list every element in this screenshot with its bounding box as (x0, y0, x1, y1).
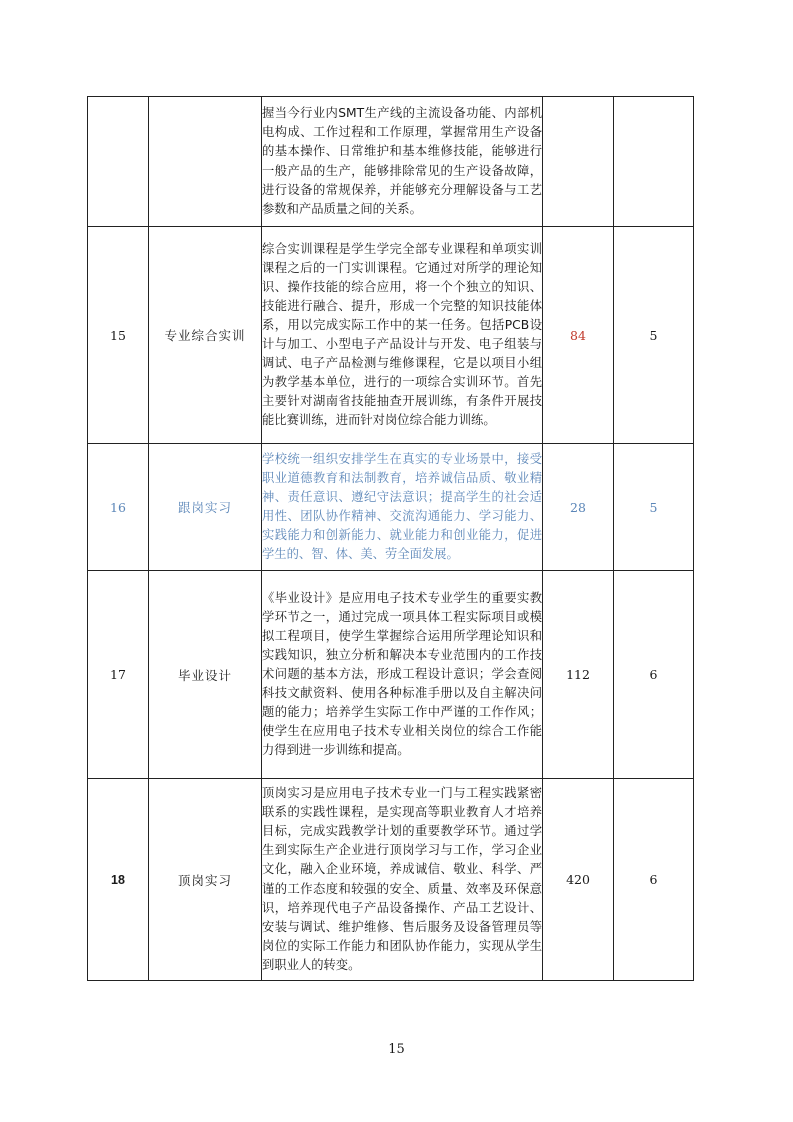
course-number: 16 (88, 444, 149, 571)
course-credits: 6 (614, 571, 694, 779)
table-row (88, 227, 694, 444)
course-name: 跟岗实习 (149, 444, 262, 571)
course-name (149, 97, 262, 227)
course-number: 18 (88, 779, 149, 981)
course-hours: 420 (543, 779, 614, 981)
table-row (88, 571, 694, 779)
course-credits (614, 97, 694, 227)
course-table (87, 96, 694, 981)
course-hours (543, 97, 614, 227)
course-number: 17 (88, 571, 149, 779)
course-description: 握当今行业内SMT生产线的主流设备功能、内部机电构成、工作过程和工作原理，掌握常用生产设备的基本操作、日常维护和基本维修技能，能够进行一般产品的生产，能够排除常见的生产设备故障，进行设备的常规保养，并能够充分理解设备与工艺参数和产品质量之间的关系。 (262, 97, 543, 227)
table-row (88, 779, 694, 981)
course-hours: 112 (543, 571, 614, 779)
course-number (88, 97, 149, 227)
course-credits: 5 (614, 444, 694, 571)
course-description: 综合实训课程是学生学完全部专业课程和单项实训课程之后的一门实训课程。它通过对所学的理论知识、操作技能的综合应用，将一个个独立的知识、技能进行融合、提升，形成一个完整的知识技能体系，用以完成实际工作中的某一任务。包括PCB设计与加工、小型电子产品设计与开发、电子组装与调试、电子产品检测与维修课程，它是以项目小组为教学基本单位，进行的一项综合实训环节。首先主要针对湖南省技能抽查开展训练，有条件开展技能比赛训练，进而针对岗位综合能力训练。 (262, 227, 543, 444)
course-name: 顶岗实习 (149, 779, 262, 981)
course-credits: 6 (614, 779, 694, 981)
course-number: 15 (88, 227, 149, 444)
course-name: 专业综合实训 (149, 227, 262, 444)
page-number: 15 (388, 1042, 405, 1057)
course-description: 《毕业设计》是应用电子技术专业学生的重要实教学环节之一，通过完成一项具体工程实际项目或模拟工程项目，使学生掌握综合运用所学理论知识和实践知识，独立分析和解决本专业范围内的工作技术问题的基本方法，形成工程设计意识；学会查阅科技文献资料、使用各种标准手册以及自主解决问题的能力；培养学生实际工作中严谨的工作作风；使学生在应用电子技术专业相关岗位的综合工作能力得到进一步训练和提高。 (262, 571, 543, 779)
course-description: 学校统一组织安排学生在真实的专业场景中，接受职业道德教育和法制教育，培养诚信品质、敬业精神、责任意识、遵纪守法意识；提高学生的社会适用性、团队协作精神、交流沟通能力、学习能力、实践能力和创新能力、就业能力和创业能力，促进学生的、智、体、美、劳全面发展。 (262, 444, 543, 571)
table-row (88, 97, 694, 227)
course-credits: 5 (614, 227, 694, 444)
course-hours: 28 (543, 444, 614, 571)
course-hours: 84 (543, 227, 614, 444)
course-description: 顶岗实习是应用电子技术专业一门与工程实践紧密联系的实践性课程，是实现高等职业教育人才培养目标，完成实践教学计划的重要教学环节。通过学生到实际生产企业进行顶岗学习与工作，学习企业文化，融入企业环境，养成诚信、敬业、科学、严谨的工作态度和较强的安全、质量、效率及环保意识，培养现代电子产品设备操作、产品工艺设计、安装与调试、维护维修、售后服务及设备管理员等岗位的实际工作能力和团队协作能力，实现从学生到职业人的转变。 (262, 779, 543, 981)
table-row (88, 444, 694, 571)
course-name: 毕业设计 (149, 571, 262, 779)
